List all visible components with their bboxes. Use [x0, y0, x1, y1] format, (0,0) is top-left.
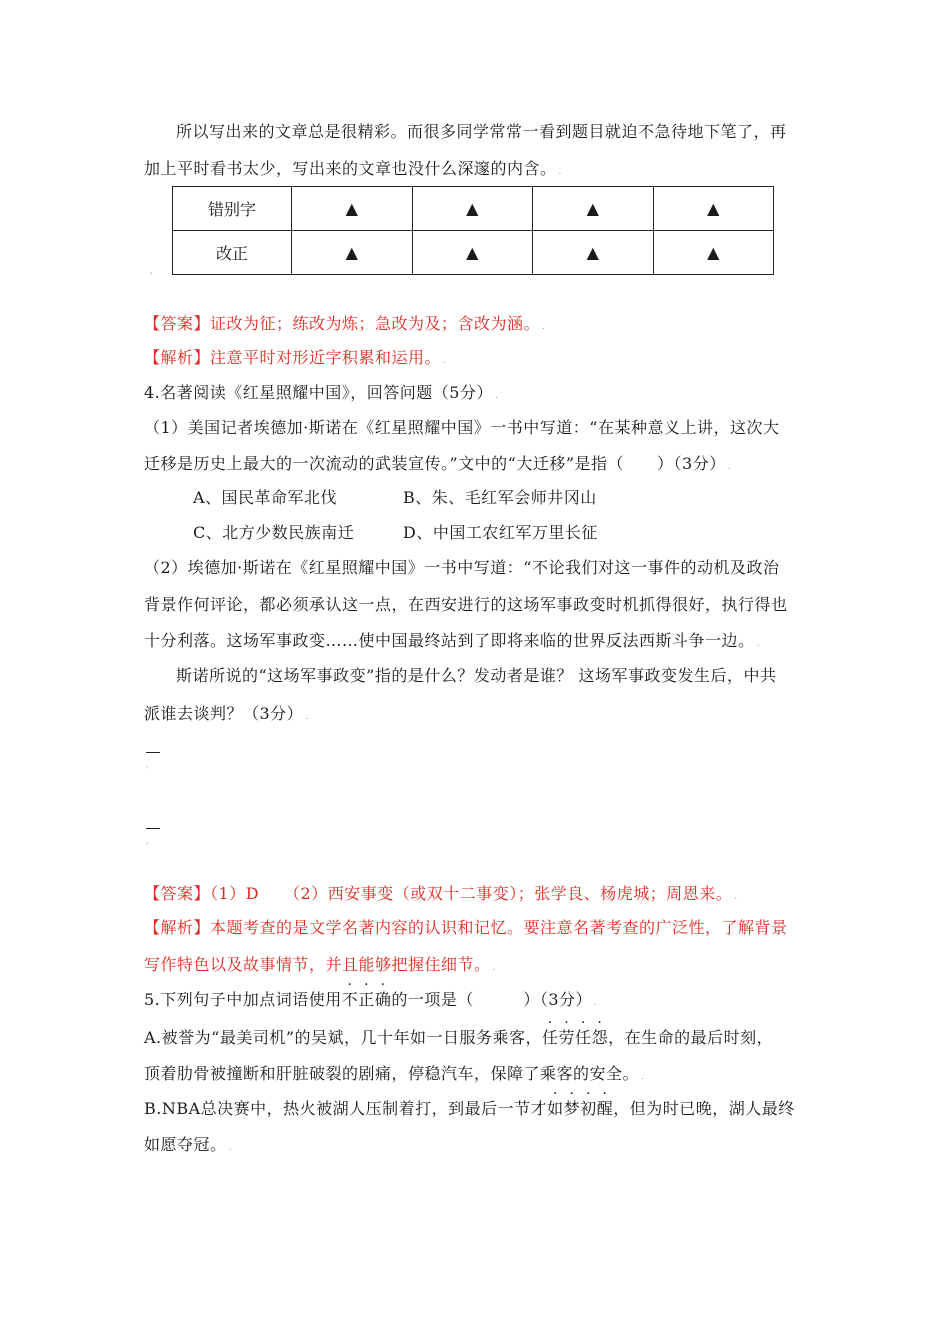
- row-label: 错别字: [173, 187, 292, 231]
- q4-title: 4.名著阅读《红星照耀中国》，回答问题（5分） .: [144, 383, 499, 402]
- triangle-placeholder: ▲: [533, 231, 654, 275]
- q5-option-a-line1: A.被誉为“最美司机”的吴斌，几十年如一日服务乘客，任劳任怨，在生命的最后时刻，: [144, 1028, 774, 1047]
- triangle-placeholder: ▲: [292, 187, 413, 231]
- q4-analysis-line2: 写作特色以及故事情节，并且能够把握住细节。 .: [144, 955, 496, 974]
- triangle-placeholder: ▲: [292, 231, 413, 275]
- emphasis-char: 任: [542, 1028, 559, 1047]
- q4-sub1-line2: 迁移是历史上最大的一次流动的武装宣传。”文中的“大迁移”是指（ ）（3分） .: [144, 454, 732, 473]
- correction-table: [172, 186, 774, 275]
- emphasis-char: 不: [341, 990, 359, 1009]
- emphasis-char: 确: [374, 990, 392, 1009]
- answer-blank-line: [146, 752, 160, 753]
- emphasis-char: 任: [575, 1028, 592, 1047]
- triangle-placeholder: ▲: [653, 187, 774, 231]
- q3-analysis: 【解析】注意平时对形近字积累和运用。 .: [144, 348, 447, 367]
- emphasis-char: 初: [580, 1099, 597, 1118]
- q4-sub1-line1: （1）美国记者埃德加·斯诺在《红星照耀中国》一书中写道：“在某种意义上讲，这次大: [144, 418, 780, 437]
- answer-blank-line: [146, 828, 160, 829]
- passage-line-1: 所以写出来的文章总是很精彩。而很多同学常常一看到题目就迫不急待地下笔了，再: [176, 122, 787, 141]
- triangle-placeholder: ▲: [533, 187, 654, 231]
- q4-sub2-line4: 斯诺所说的“这场军事政变”指的是什么？发动者是谁？ 这场军事政变发生后，中共: [176, 666, 777, 685]
- emphasis-char: 怨: [591, 1028, 609, 1047]
- q5-title: 5.下列句子中加点词语使用不正确的一项是（ ）（3分） .: [144, 990, 598, 1009]
- emphasis-char: 如: [547, 1099, 564, 1118]
- emphasis-char: 醒: [596, 1099, 614, 1118]
- q3-answer: 【答案】证改为征；练改为炼；急改为及；含改为涵。 .: [144, 314, 546, 333]
- q4-sub2-line1: （2）埃德加·斯诺在《红星照耀中国》一书中写道：“不论我们对这一事件的动机及政治: [144, 558, 780, 577]
- emphasis-char: 正: [358, 990, 375, 1009]
- q5-option-a-line2: 顶着肋骨被撞断和肝脏破裂的剧痛，停稳汽车，保障了乘客的安全。 .: [144, 1064, 645, 1083]
- q4-option-d: D、中国工农红军万里长征: [403, 523, 598, 542]
- q4-answer: 【答案】（1）D （2）西安事变（或双十二事变）；张学良、杨虎城；周恩来。 .: [144, 884, 738, 903]
- q4-sub2-line2: 背景作何评论，都必须承认这一点，在西安进行的这场军事政变时机抓得很好，执行得也: [144, 595, 788, 614]
- triangle-placeholder: ▲: [412, 187, 533, 231]
- q4-sub2-line5: 派谁去谈判？（3分） .: [144, 704, 309, 723]
- q4-option-c: C、北方少数民族南迁: [193, 523, 355, 542]
- q4-option-b: B、朱、毛红军会师井冈山: [403, 488, 597, 507]
- q4-analysis-line1: 【解析】本题考查的是文学名著内容的认识和记忆。要注意名著考查的广泛性，了解背景: [144, 918, 788, 937]
- table-row: [173, 187, 774, 231]
- q4-sub2-line3: 十分利落。这场军事政变……使中国最终站到了即将来临的世界反法西斯斗争一边。 .: [144, 631, 760, 650]
- emphasis-char: 梦: [563, 1099, 581, 1118]
- row-label: 改正: [173, 231, 292, 275]
- passage-line-2: 加上平时看书太少，写出来的文章也没什么深邃的内含。 .: [144, 159, 562, 178]
- triangle-placeholder: ▲: [412, 231, 533, 275]
- q5-option-b-line1: B.NBA总决赛中，热火被湖人压制着打，到最后一节才如梦初醒，但为时已晚，湖人最终: [144, 1099, 795, 1118]
- emphasis-char: 劳: [558, 1028, 576, 1047]
- q5-option-b-line2: 如愿夺冠。 .: [144, 1135, 232, 1154]
- q4-option-a: A、国民革命军北伐: [193, 488, 338, 507]
- triangle-placeholder: ▲: [653, 231, 774, 275]
- table-row: [173, 231, 774, 275]
